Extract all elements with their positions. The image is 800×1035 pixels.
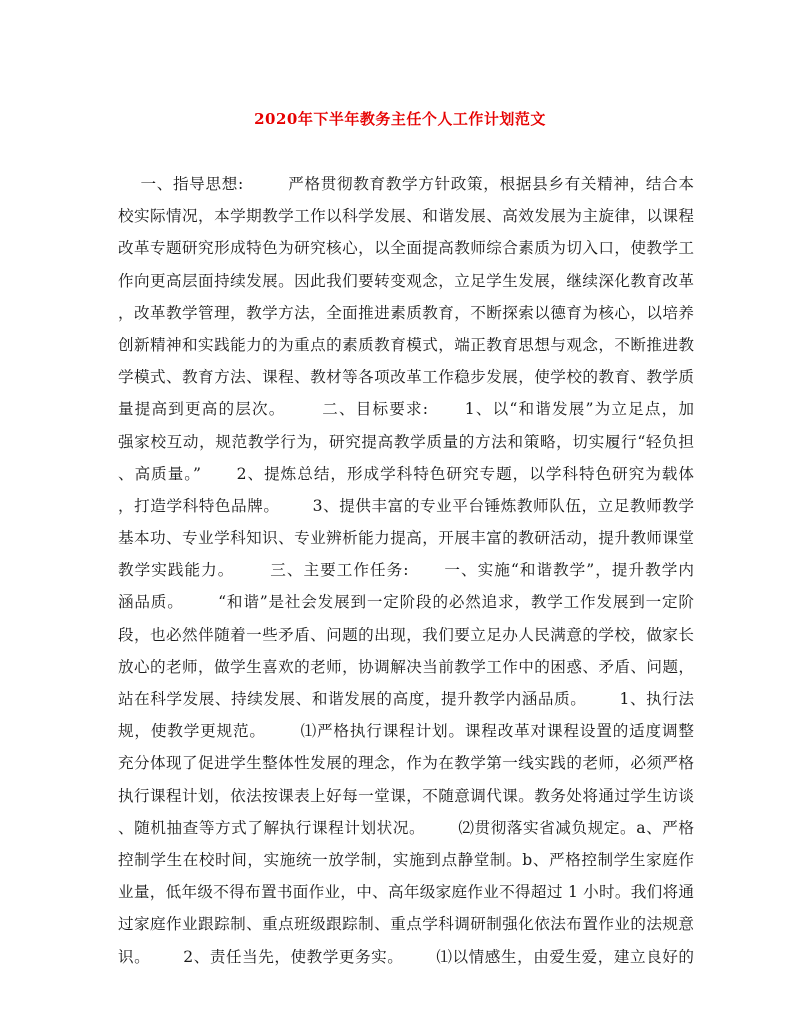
body-line: 、随机抽查等方式了解执行课程计划状况。 ⑵贯彻落实省减负规定。a、严格 [118,818,694,837]
body-line: 校实际情况，本学期教学工作以科学发展、和谐发展、高效发展为主旋律，以课程 [118,207,694,226]
body-line: 识。 2、责任当先，使教学更务实。 ⑴以情感生，由爱生爱，建立良好的 [118,947,694,966]
body-line: 涵品质。 “和谐”是社会发展到一定阶段的必然追求，教学工作发展到一定阶 [118,593,694,612]
body-line: 过家庭作业跟踪制、重点班级跟踪制、重点学科调研制强化依法布置作业的法规意 [118,915,694,934]
body-line: 段，也必然伴随着一些矛盾、问题的出现，我们要立足办人民满意的学校，做家长 [118,625,694,644]
body-line: 、高质量。” 2、提炼总结，形成学科特色研究专题，以学科特色研究为载体 [118,464,694,483]
document-body [118,168,694,973]
document-title: 2020年下半年教务主任个人工作计划范文 [254,110,546,128]
body-line: 强家校互动，规范教学行为，研究提高教学质量的方法和策略，切实履行“轻负担 [118,432,694,451]
body-line: 学模式、教育方法、课程、教材等各项改革工作稳步发展，使学校的教育、教学质 [118,368,694,387]
body-line: ，改革教学管理，教学方法，全面推进素质教育，不断探索以德育为核心，以培养 [118,303,694,322]
body-line: 放心的老师，做学生喜欢的老师，协调解决当前教学工作中的困惑、矛盾、问题， [118,657,694,676]
body-line: 执行课程计划，依法按课表上好每一堂课，不随意调代课。教务处将通过学生访谈 [118,786,694,805]
body-line: 规，使教学更规范。 ⑴严格执行课程计划。课程改革对课程设置的适度调整 [118,722,694,741]
body-line: 创新精神和实践能力的为重点的素质教育模式，端正教育思想与观念，不断推进教 [118,335,694,354]
body-line: 教学实践能力。 三、主要工作任务: 一、实施“和谐教学”，提升教学内 [118,561,694,580]
body-line: 改革专题研究形成特色为研究核心，以全面提高教师综合素质为切入口，使教学工 [118,239,694,258]
body-line: 一、指导思想: 严格贯彻教育教学方针政策，根据县乡有关精神，结合本 [118,175,694,193]
body-line: 站在科学发展、持续发展、和谐发展的高度，提升教学内涵品质。 1、执行法 [118,690,694,708]
body-line: ，打造学科特色品牌。 3、提供丰富的专业平台锤炼教师队伍，立足教师教学 [118,496,694,515]
body-line: 量提高到更高的层次。 二、目标要求: 1、以“和谐发展”为立足点，加 [118,400,694,419]
body-line: 控制学生在校时间，实施统一放学制，实施到点静堂制。b、严格控制学生家庭作 [118,850,694,869]
body-line: 业量，低年级不得布置书面作业，中、高年级家庭作业不得超过 1 小时。我们将通 [118,883,694,902]
body-line: 基本功、专业学科知识、专业辨析能力提高，开展丰富的教研活动，提升教师课堂 [118,529,694,548]
body-line: 充分体现了促进学生整体性发展的理念，作为在教学第一线实践的老师，必须严格 [118,754,694,773]
body-line: 作向更高层面持续发展。因此我们要转变观念，立足学生发展，继续深化教育改革 [118,271,694,290]
